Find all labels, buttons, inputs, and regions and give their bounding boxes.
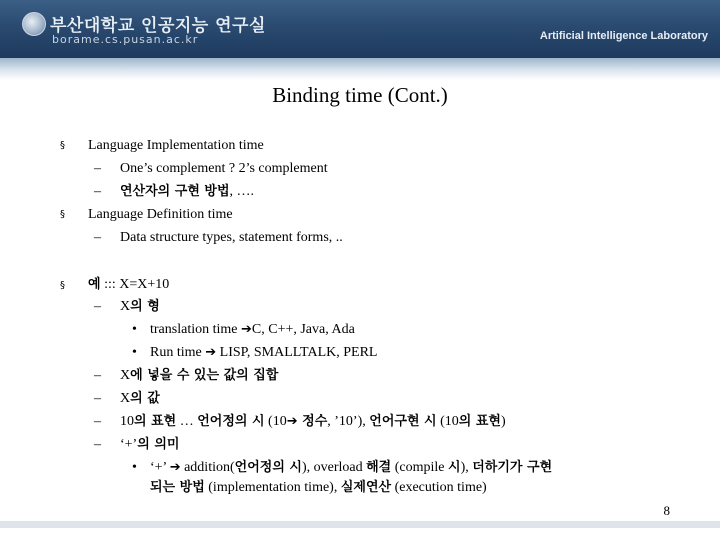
sub-sub-line [132, 321, 355, 339]
sub-text: X [120, 368, 131, 383]
bullet-text: Language Implementation time [88, 138, 264, 153]
bullet-icon: § [60, 209, 65, 220]
sub-text: X [120, 299, 131, 314]
bullet-line [88, 276, 169, 294]
dash-icon: – [94, 391, 101, 406]
text-korean: 시 [448, 460, 461, 475]
text: … [176, 414, 198, 429]
sub-text: One’s complement ? 2’s complement [120, 161, 328, 176]
lab-name: Artificial Intelligence Laboratory [539, 30, 708, 42]
text: (10 [436, 414, 459, 429]
dash-icon: – [94, 368, 101, 383]
text: ) [500, 414, 506, 429]
dash-icon: – [94, 299, 101, 314]
text-korean: 언어정의 시 [234, 460, 302, 475]
slide-title: Binding time (Cont.) [272, 83, 448, 107]
arrow-right-icon: ➔ [286, 414, 298, 429]
sub-line [94, 413, 506, 431]
bullet-text: Language Definition time [88, 207, 233, 222]
arrow-right-icon: ➔ [169, 460, 181, 475]
text: ‘+’ [120, 437, 138, 452]
dash-icon: – [94, 230, 101, 245]
text-korean: 언어정의 시 [197, 414, 265, 429]
text: ‘+’ [150, 460, 170, 475]
page-number: 8 [663, 503, 670, 518]
university-url: borame.cs.pusan.ac.kr [52, 33, 199, 46]
sub-sub-line [132, 459, 552, 477]
university-name: 부산대학교 인공지능 연구실 [50, 16, 266, 36]
dash-icon: – [94, 414, 101, 429]
text-korean: 해결 [366, 460, 392, 475]
sub-sub-line-continued [150, 479, 487, 497]
text: LISP, SMALLTALK, PERL [216, 345, 378, 360]
text: C, C++, Java, Ada [251, 322, 355, 337]
text-korean: 의 표현 [134, 414, 177, 429]
sub-sub-line [132, 344, 377, 362]
bullet-text-korean: 예 [88, 277, 101, 292]
sub-line [94, 436, 179, 454]
dash-icon: – [94, 437, 101, 452]
bullet-line [88, 206, 233, 224]
text: , ’10’), [327, 414, 370, 429]
text: addition( [180, 460, 235, 475]
dash-icon: – [94, 161, 101, 176]
sub-line [94, 229, 343, 247]
bullet-icon: § [60, 140, 65, 151]
bullet-line [88, 137, 264, 155]
header-fade [0, 58, 720, 80]
footer-bar [0, 521, 720, 528]
text-korean: 되는 방법 [150, 480, 205, 495]
bullet-icon: § [60, 280, 65, 291]
sub-text-korean: 연산자의 구현 방법 [120, 184, 230, 199]
header-banner [0, 0, 720, 58]
sub-line [94, 390, 160, 408]
sub-text-korean: 의 형 [130, 299, 160, 314]
text-korean: 정수 [297, 414, 328, 429]
text: Run time [150, 345, 206, 360]
text-korean: 실제연산 [340, 480, 392, 495]
sub-line [94, 183, 254, 201]
sub-line [94, 367, 278, 385]
arrow-right-icon: ➔ [205, 345, 217, 360]
sub-text-korean: 에 넣을 수 있는 값의 집합 [130, 368, 279, 383]
text-korean: 의 표현 [458, 414, 501, 429]
text-korean: 더하기가 구현 [472, 460, 553, 475]
text: (compile [391, 460, 449, 475]
text: ), [460, 460, 473, 475]
sub-text: X [120, 391, 131, 406]
text: translation time [150, 322, 241, 337]
text-korean: 언어구현 시 [369, 414, 437, 429]
sub-line [94, 160, 328, 178]
sub-text: Data structure types, statement forms, .. [120, 230, 343, 245]
sub-text-korean: 의 값 [130, 391, 160, 406]
text: 10 [120, 414, 134, 429]
dot-bullet-icon: • [132, 460, 137, 475]
text: (10 [264, 414, 287, 429]
dot-bullet-icon: • [132, 345, 137, 360]
text: ), overload [301, 460, 367, 475]
text: (execution time) [391, 480, 487, 495]
sub-line [94, 298, 160, 316]
university-emblem-icon [22, 12, 46, 36]
bullet-text: ::: X=X+10 [100, 277, 170, 292]
arrow-right-icon: ➔ [240, 322, 252, 337]
text: (implementation time), [204, 480, 341, 495]
sub-text: , …. [229, 184, 255, 199]
dash-icon: – [94, 184, 101, 199]
text-korean: 의 의미 [137, 437, 180, 452]
dot-bullet-icon: • [132, 322, 137, 337]
